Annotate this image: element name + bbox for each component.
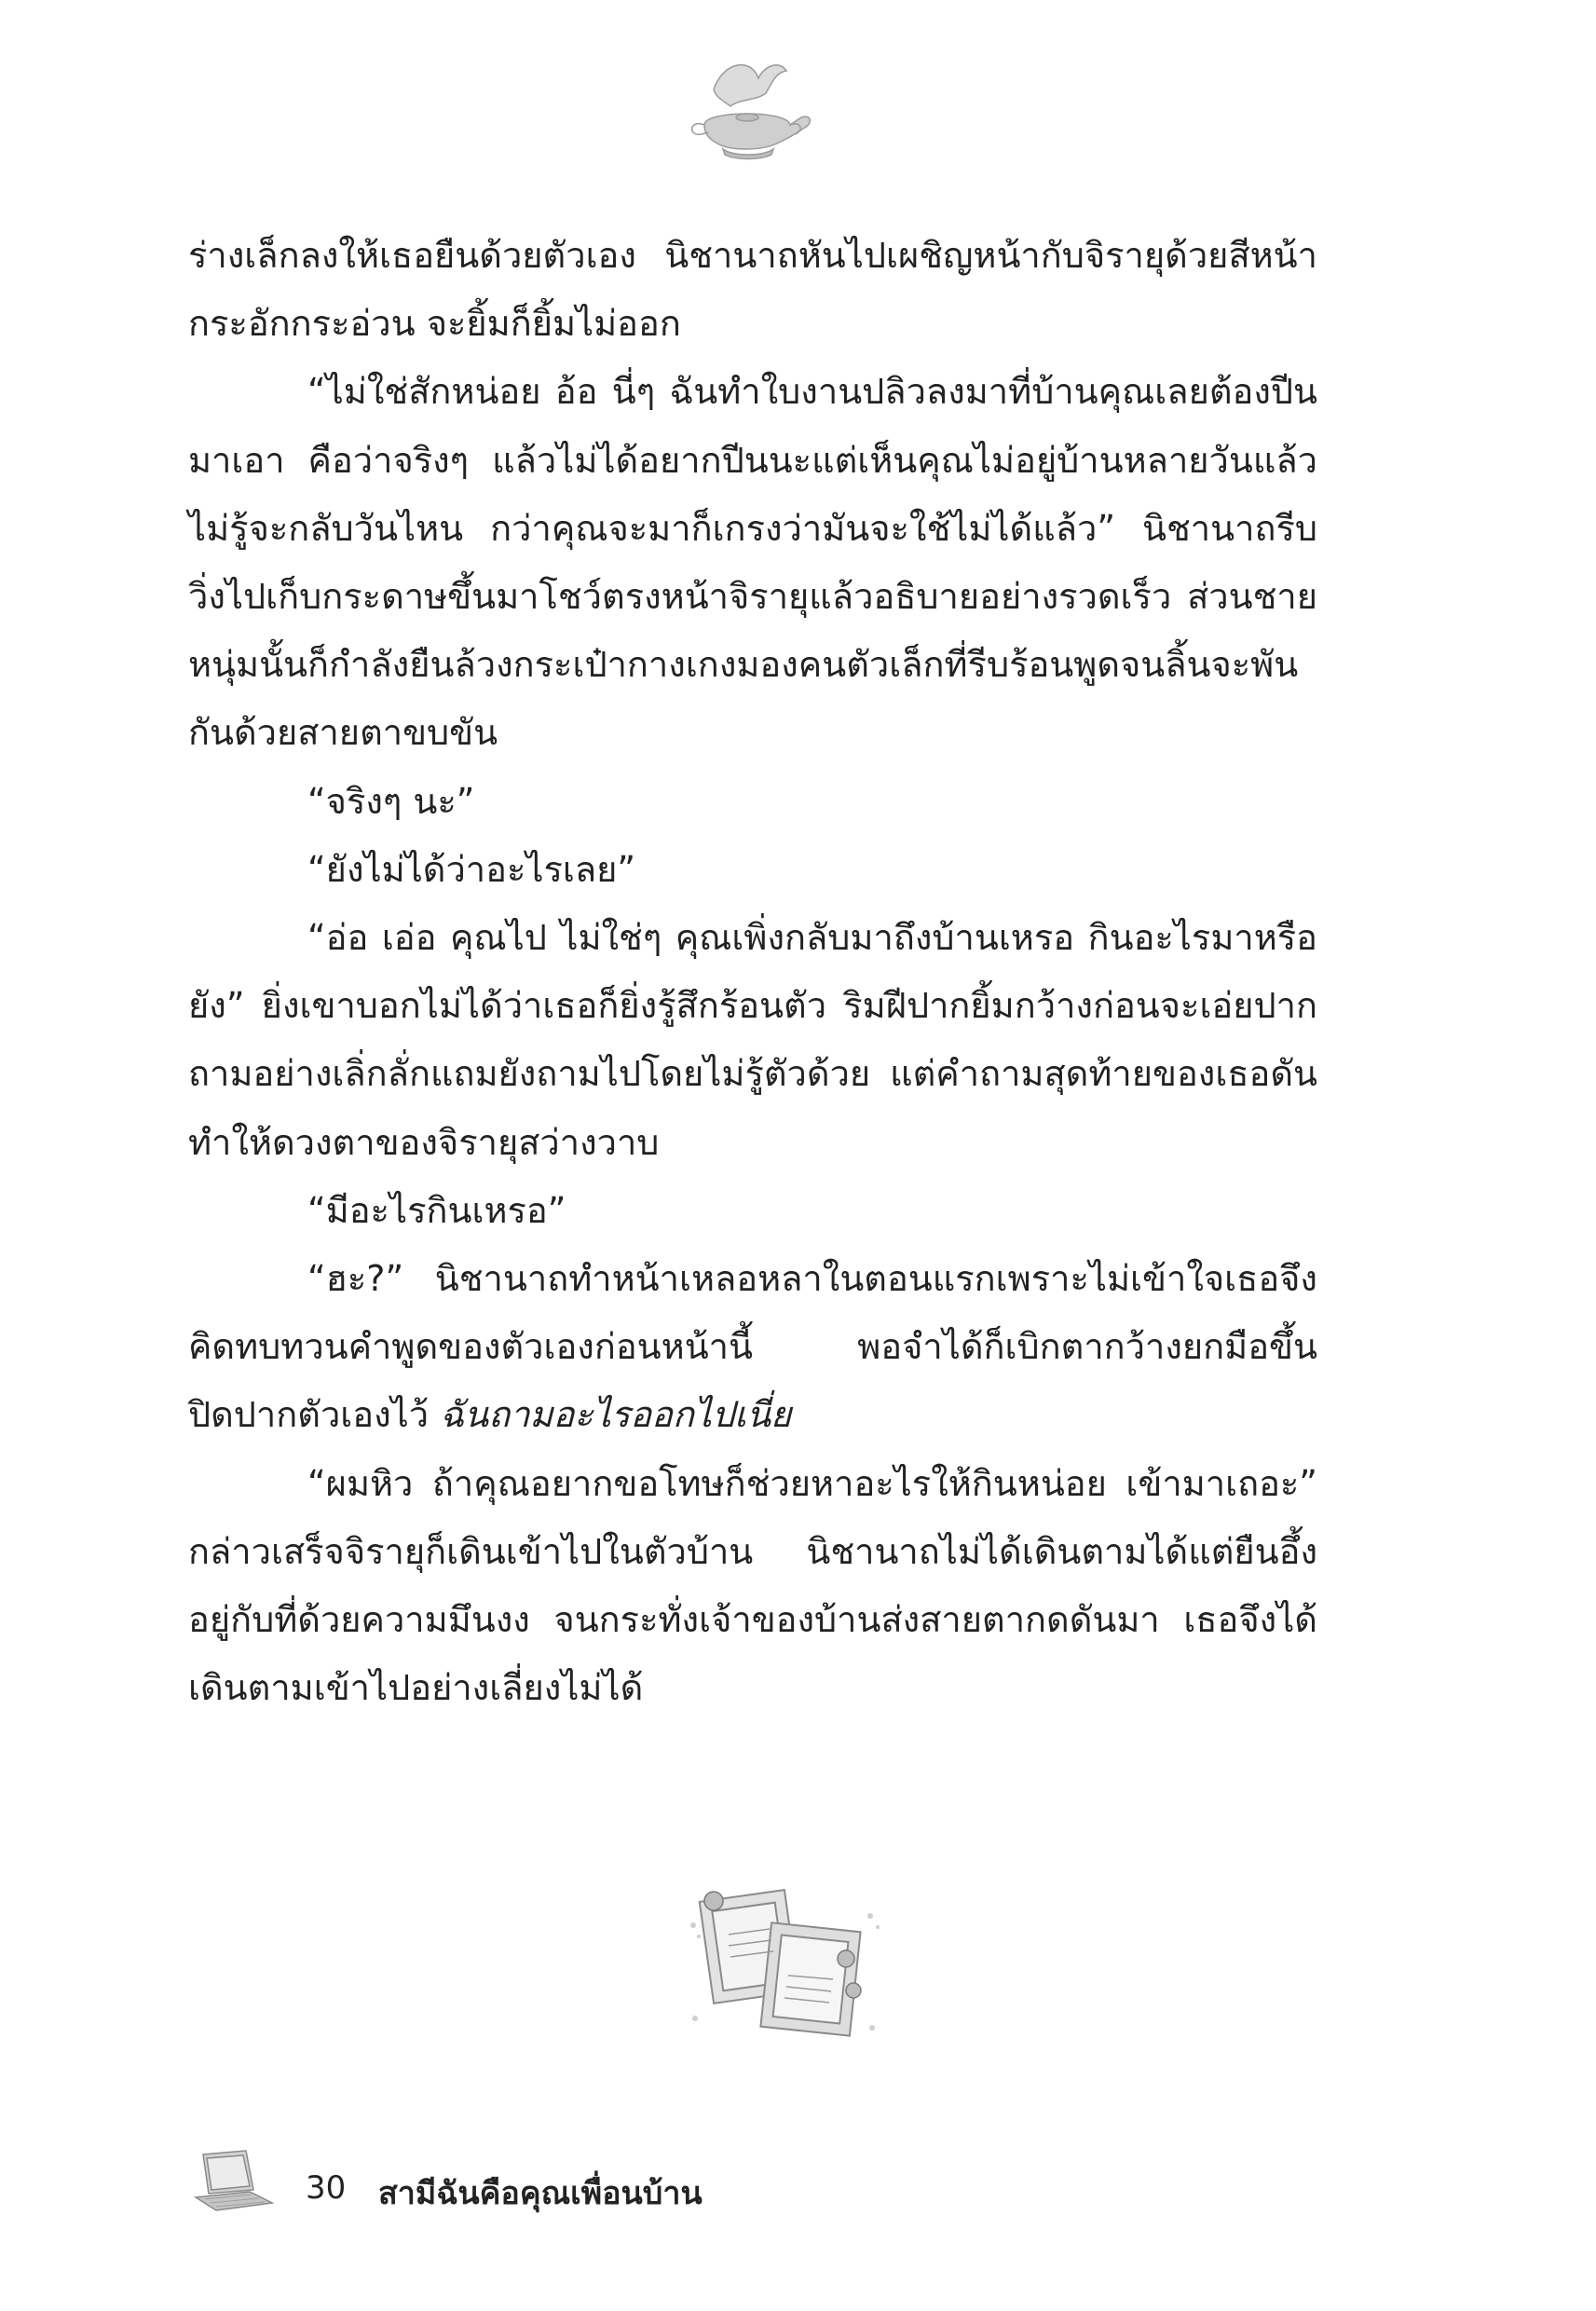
italic-thought: ฉันถามอะไรออกไปเนี่ย bbox=[440, 1394, 792, 1436]
dialogue-line: “ยังไม่ได้ว่าอะไรเลย” bbox=[307, 848, 636, 890]
book-title: สามีฉันคือคุณเพื่อนบ้าน bbox=[378, 2175, 703, 2212]
dialogue-line: “จริงๆ นะ” bbox=[307, 780, 475, 822]
paragraph: “อ่อ เอ่อ คุณไป ไม่ใช่ๆ คุณเพิ่งกลับมาถึงบ้านเหรอ กินอะไรมาหรือยัง” ยิ่งเขาบอกไม่ได้ว่าเธอก็ยิ่งรู้สึกร้อนตัว ริมฝีปากยิ้มกว้างก่อนจะเอ่ยปากถามอย่างเลิ่กลั่กแถมยังถามไปโดยไม่รู้ตัวด้วย แต่คำถามสุดท้ายของเธอดันทำให้ดวงตาของจิรายุสว่างวาบ bbox=[188, 917, 1317, 1163]
page-footer bbox=[190, 2143, 1029, 2227]
genie-lamp-icon bbox=[686, 52, 816, 164]
laptop-icon bbox=[190, 2149, 274, 2214]
paragraph: “ผมหิว ถ้าคุณอยากขอโทษก็ช่วยหาอะไรให้กินหน่อย เข้ามาเถอะ” กล่าวเสร็จจิรายุก็เดินเข้าไปในตัวบ้าน นิชานาถไม่ได้เดินตามได้แต่ยืนอึ้งอยู่กับที่ด้วยความมึนงง จนกระทั่งเจ้าของบ้านส่งสายตากดดันมา เธอจึงได้เดินตามเข้าไปอย่างเลี่ยงไม่ได้ bbox=[188, 1462, 1317, 1709]
body-text bbox=[188, 222, 1317, 1722]
paragraph bbox=[188, 1245, 1317, 1450]
dialogue-line: “มีอะไรกินเหรอ” bbox=[307, 1189, 566, 1231]
letter-cards-icon bbox=[680, 1879, 894, 2046]
paragraph-text: “ฮะ?” นิชานาถทำหน้าเหลอหลาในตอนแรกเพราะไม่เข้าใจเธอจึงคิดทบทวนคำพูดของตัวเองก่อนหน้านี้ พอจำได้ก็เบิกตากว้างยกมือขึ้นปิดปากตัวเองไว้ bbox=[188, 1258, 1317, 1436]
paragraph: “ไม่ใช่สักหน่อย อ้อ นี่ๆ ฉันทำใบงานปลิวลงมาที่บ้านคุณเลยต้องปีนมาเอา คือว่าจริงๆ แล้วไม่ได้อยากปีนนะแต่เห็นคุณไม่อยู่บ้านหลายวันแล้วไม่รู้จะกลับวันไหน กว่าคุณจะมาก็เกรงว่ามันจะใช้ไม่ได้แล้ว” นิชานาถรีบวิ่งไปเก็บกระดาษขึ้นมาโชว์ตรงหน้าจิรายุแล้วอธิบายอย่างรวดเร็ว ส่วนชายหนุ่มนั้นก็กำลังยืนล้วงกระเป๋ากางเกงมองคนตัวเล็กที่รีบร้อนพูดจนลิ้นจะพันกันด้วยสายตาขบขัน bbox=[188, 371, 1317, 754]
page-number: 30 bbox=[306, 2169, 347, 2207]
paragraph: ร่างเล็กลงให้เธอยืนด้วยตัวเอง นิชานาถหันไปเผชิญหน้ากับจิรายุด้วยสีหน้ากระอักกระอ่วน จะยิ้มก็ยิ้มไม่ออก bbox=[188, 235, 1317, 345]
